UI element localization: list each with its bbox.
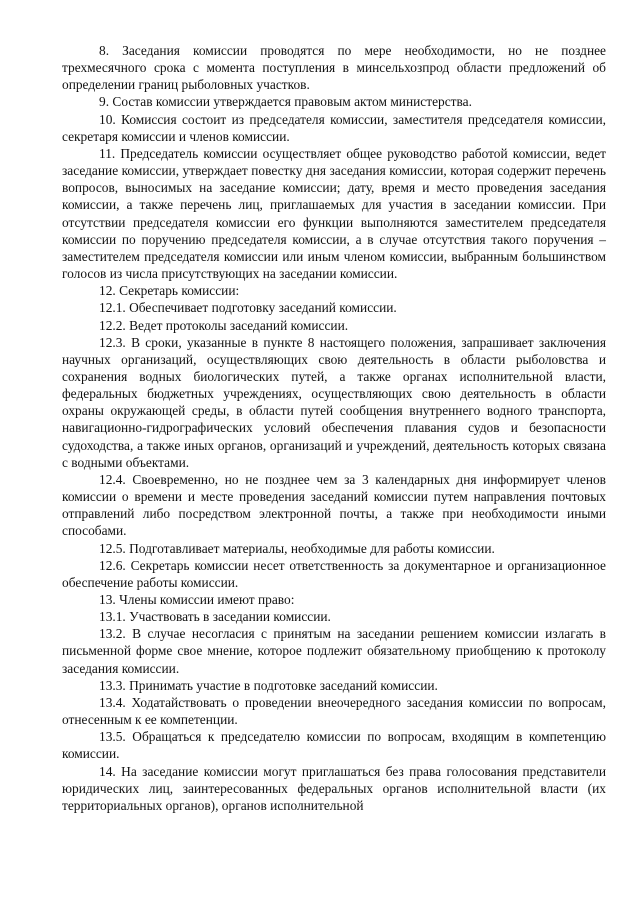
paragraph-item-12-6: 12.6. Секретарь комиссии несет ответственность за документарное и организационное обеспечение работы комиссии. bbox=[62, 557, 606, 590]
paragraph-item-12-4: 12.4. Своевременно, но не позднее чем за 3 календарных дня информирует членов комиссии о времени и месте проведения заседаний комиссии путем направления почтовых отправлений либо посредством электронной почты, а также при необходимости иными способами. bbox=[62, 471, 606, 539]
paragraph-item-12-2: 12.2. Ведет протоколы заседаний комиссии. bbox=[99, 317, 349, 333]
paragraph-item-14: 14. На заседание комиссии могут приглашаться без права голосования представители юридических лиц, заинтересованных федеральных органов исполнительной власти (их территориальных органов), органов исполнительной bbox=[62, 763, 606, 813]
paragraph-item-12: 12. Секретарь комиссии: bbox=[99, 283, 240, 299]
paragraph-item-9: 9. Состав комиссии утверждается правовым актом министерства. bbox=[99, 94, 472, 110]
paragraph-item-12-3: 12.3. В сроки, указанные в пункте 8 настоящего положения, запрашивает заключения научных организаций, осуществляющих свою деятельность в области рыболовства и сохранения водных биологических путей, а также органах исполнительной власти, федеральных бюджетных учреждениях, осуществляющих свою деятельность в области охраны окружающей среды, в области путей сообщения внутреннего водного транспорта, навигационно-гидрографических условий обеспечения плавания судов и безопасности судоходства, а также иных органов, организаций и учреждений, деятельность которых связана с водными объектами. bbox=[62, 334, 606, 470]
paragraph-item-11: 11. Председатель комиссии осуществляет общее руководство работой комиссии, ведет заседание комиссии, утверждает повестку дня заседания комиссии, которая содержит перечень вопросов, выносимых на заседание комиссии; дату, время и место проведения заседания комиссии, а также перечень лиц, приглашаемых для участия в заседании комиссии. При отсутствии председателя комиссии его функции выполняются заместителем председателя комиссии по поручению председателя комиссии, а в случае отсутствия такого поручения – заместителем председателя комиссии или иным членом комиссии, выбранным большинством голосов из числа присутствующих на заседании комиссии. bbox=[62, 145, 606, 282]
paragraph-item-13-2: 13.2. В случае несогласия с принятым на заседании решением комиссии излагать в письменной форме свое мнение, которое подлежит обязательному приобщению к протоколу заседания комиссии. bbox=[62, 626, 606, 676]
paragraph-item-13-5: 13.5. Обращаться к председателю комиссии по вопросам, входящим в компетенцию комиссии. bbox=[62, 729, 606, 762]
paragraph-item-12-1: 12.1. Обеспечивает подготовку заседаний комиссии. bbox=[99, 300, 397, 316]
paragraph-item-13: 13. Члены комиссии имеют право: bbox=[99, 592, 295, 607]
paragraph-item-13-3: 13.3. Принимать участие в подготовке заседаний комиссии. bbox=[99, 677, 438, 693]
paragraph-item-10: 10. Комиссия состоит из председателя комиссии, заместителя председателя комиссии, секретаря комиссии и членов комиссии. bbox=[62, 111, 606, 144]
paragraph-item-8: 8. Заседания комиссии проводятся по мере необходимости, но не позднее трехмесячного срока с момента поступления в минсельхозпрод области предложений об определении границ рыболовных участков. bbox=[62, 43, 606, 93]
paragraph-item-12-5: 12.5. Подготавливает материалы, необходимые для работы комиссии. bbox=[99, 540, 495, 556]
paragraph-item-13-1: 13.1. Участвовать в заседании комиссии. bbox=[99, 609, 331, 625]
paragraph-item-13-4: 13.4. Ходатайствовать о проведении внеочередного заседания комиссии по вопросам, отнесенным к ее компетенции. bbox=[62, 694, 606, 728]
